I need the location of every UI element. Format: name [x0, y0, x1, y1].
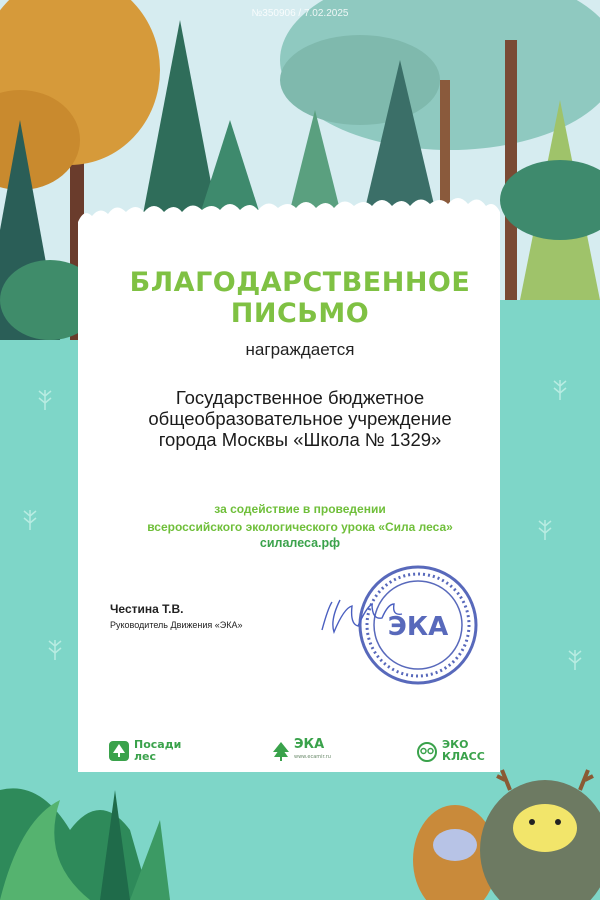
tree-canopy — [280, 35, 440, 125]
signer-name: Честина Т.В. — [110, 602, 184, 616]
reason — [88, 500, 512, 536]
signer-role: Руководитель Движения «ЭКА» — [110, 620, 243, 630]
logo-posadi-les — [108, 739, 181, 763]
recipient-line-2: общеобразовательное учреждение — [148, 408, 452, 429]
recipient-line-1: Государственное бюджетное — [175, 387, 425, 408]
ekoklass-line-1: ЭКО — [442, 738, 469, 751]
recipient-line-3: города Москвы «Школа № 1329» — [158, 429, 442, 450]
certificate-content — [78, 212, 522, 772]
tree-icon — [271, 740, 291, 762]
stamp-emblem — [383, 605, 453, 645]
creature-face — [513, 804, 577, 852]
tree-house-icon — [108, 740, 130, 762]
website-link[interactable]: силалеса.рф — [259, 536, 341, 550]
owl-icon — [416, 740, 438, 762]
reason-line-2: всероссийского экологического урока «Сила леса» — [147, 520, 453, 534]
creature-face — [433, 829, 477, 861]
certificate-title — [78, 267, 522, 329]
ekoklass-line-2: КЛАСС — [442, 750, 485, 763]
reason-line-1: за содействие в проведении — [214, 502, 386, 516]
posadi-line-1: Посади — [134, 738, 182, 751]
stamp-emblem-text: ЭКА — [387, 612, 449, 642]
awarded-text: награждается — [245, 340, 355, 359]
eka-site: www.ecamir.ru — [294, 754, 331, 760]
posadi-line-2: лес — [134, 750, 157, 763]
creature-eye — [529, 819, 535, 825]
title-line-2: ПИСЬМО — [230, 298, 370, 329]
title-line-1: БЛАГОДАРСТВЕННОЕ — [129, 267, 471, 298]
logo-eka — [271, 739, 331, 763]
document-number: №350906 / 7.02.2025 — [251, 8, 349, 19]
eka-label: ЭКА — [294, 737, 325, 752]
recipient — [88, 387, 512, 450]
logo-ekoklass — [416, 739, 485, 763]
creature-eye — [555, 819, 561, 825]
